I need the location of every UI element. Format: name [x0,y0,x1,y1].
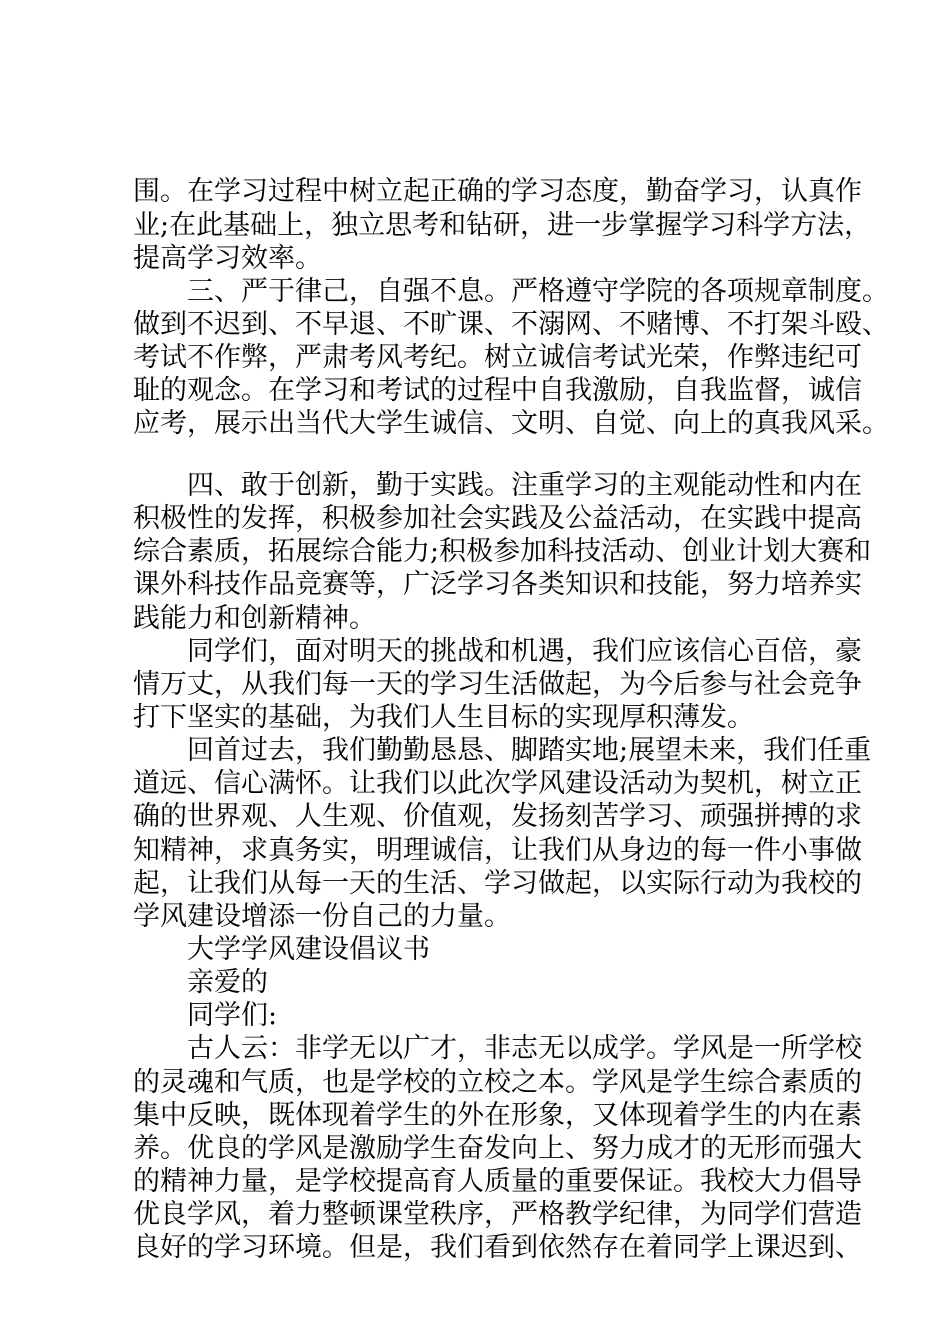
text-line: 耻的观念。在学习和考试的过程中自我激励，自我监督，诚信 [133,375,862,406]
text-line: 集中反映，既体现着学生的外在形象，又体现着学生的内在素 [133,1100,862,1131]
text-line: 情万丈，从我们每一天的学习生活做起，为今后参与社会竞争 [133,669,862,700]
document-heading: 大学学风建设倡议书 [187,934,430,965]
text-line: 古人云：非学无以广才，非志无以成学。学风是一所学校 [187,1033,862,1064]
text-line: 应考，展示出当代大学生诚信、文明、自觉、向上的真我风采。 [133,408,889,439]
text-line: 课外科技作品竞赛等，广泛学习各类知识和技能，努力培养实 [133,569,862,600]
text-line: 回首过去，我们勤勤恳恳、脚踏实地;展望未来，我们任重 [187,735,872,766]
text-line: 优良学风，着力整顿课堂秩序，严格教学纪律，为同学们营造 [133,1199,862,1230]
text-line: 业;在此基础上，独立思考和钻研，进一步掌握学习科学方法， [133,210,872,241]
salutation-line: 同学们: [187,1000,278,1031]
text-line: 积极性的发挥，积极参加社会实践及公益活动，在实践中提高 [133,503,862,534]
text-line: 起，让我们从每一天的生活、学习做起，以实际行动为我校的 [133,868,862,899]
text-line: 三、严于律己，自强不息。严格遵守学院的各项规章制度。 [187,276,889,307]
text-line: 围。在学习过程中树立起正确的学习态度，勤奋学习，认真作 [133,176,862,207]
text-line: 知精神，求真务实，明理诚信，让我们从身边的每一件小事做 [133,835,862,866]
text-line: 养。优良的学风是激励学生奋发向上、努力成才的无形而强大 [133,1133,862,1164]
text-line: 确的世界观、人生观、价值观，发扬刻苦学习、顽强拼搏的求 [133,801,862,832]
text-line: 提高学习效率。 [133,243,322,274]
text-line: 同学们，面对明天的挑战和机遇，我们应该信心百倍，豪 [187,636,862,667]
text-line: 考试不作弊，严肃考风考纪。树立诚信考试光荣，作弊违纪可 [133,342,862,373]
text-line: 的精神力量，是学校提高育人质量的重要保证。我校大力倡导 [133,1166,862,1197]
text-line: 打下坚实的基础，为我们人生目标的实现厚积薄发。 [133,702,754,733]
text-line: 综合素质，拓展综合能力;积极参加科技活动、创业计划大赛和 [133,536,872,567]
text-line: 道远、信心满怀。让我们以此次学风建设活动为契机，树立正 [133,768,862,799]
text-line: 的灵魂和气质，也是学校的立校之本。学风是学生综合素质的 [133,1067,862,1098]
salutation-line: 亲爱的 [187,967,268,998]
text-line: 做到不迟到、不早退、不旷课、不溺网、不赌博、不打架斗殴、 [133,309,889,340]
text-line: 四、敢于创新，勤于实践。注重学习的主观能动性和内在 [187,470,862,501]
text-line: 良好的学习环境。但是，我们看到依然存在着同学上课迟到、 [133,1232,862,1263]
text-line: 学风建设增添一份自己的力量。 [133,901,511,932]
text-line: 践能力和创新精神。 [133,603,376,634]
